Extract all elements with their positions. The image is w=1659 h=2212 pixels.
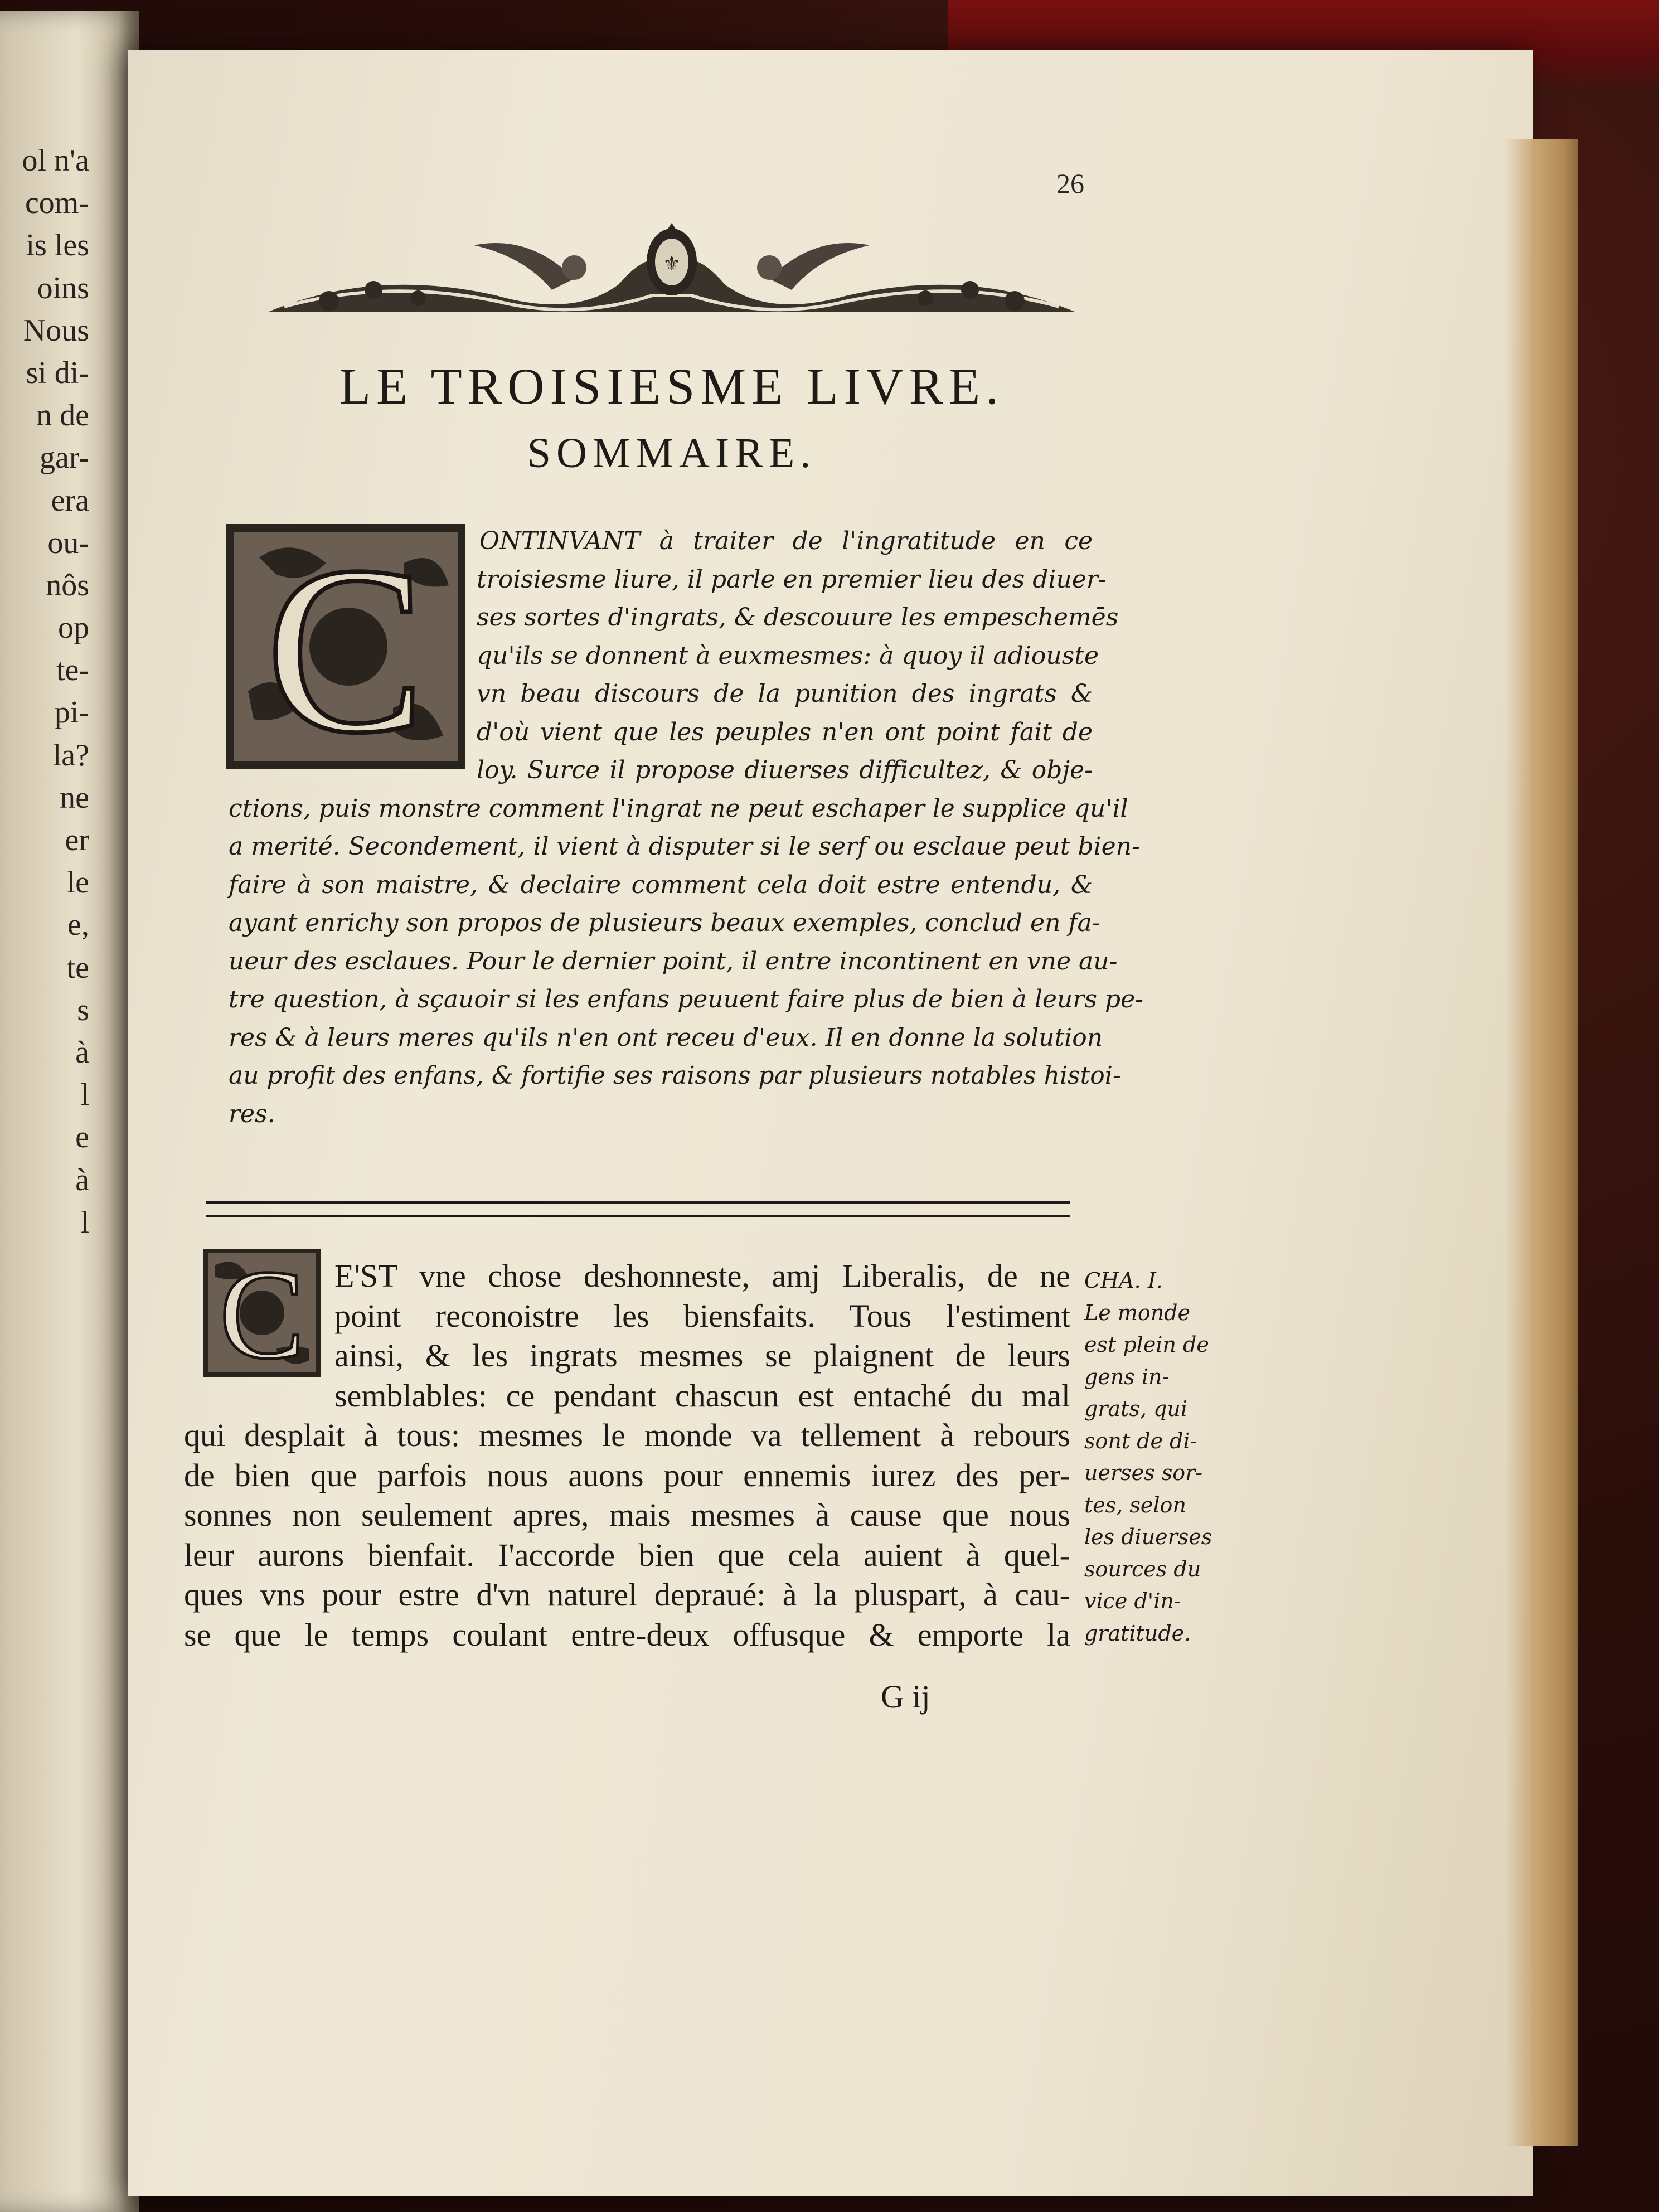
summary-line: a merité. Secondement, il vient à disputer si le serf ou esclaue peut bien- [229, 832, 1140, 861]
left-page-fragment: si di- [26, 355, 89, 390]
left-page-fragment: à [75, 1035, 89, 1070]
body-line: semblables: ce pendant chascun est entaché du mal [334, 1377, 1070, 1414]
book-title: LE TROISIESME LIVRE. [339, 358, 1005, 415]
body-line: E'ST vne chose deshonneste, amj Liberalis, de ne [334, 1258, 1070, 1294]
left-page-fragment: l [80, 1205, 89, 1240]
left-page-fragment: ne [60, 780, 89, 815]
margin-note-line: est plein de [1084, 1332, 1209, 1357]
left-page-fragment: op [58, 610, 89, 646]
page-number: 26 [1056, 168, 1084, 199]
margin-note-line: Le monde [1084, 1300, 1190, 1325]
summary-heading: SOMMAIRE. [527, 430, 817, 477]
margin-note-line: vice d'in- [1084, 1589, 1181, 1613]
summary-line: res. [229, 1099, 275, 1128]
margin-note-line: grats, qui [1084, 1396, 1188, 1421]
body-line: point reconoistre les biensfaits. Tous l'estiment [334, 1297, 1070, 1334]
summary-line: au profit des enfans, & fortifie ses raisons par plusieurs notables histoi- [229, 1061, 1121, 1090]
ornamental-headpiece [262, 201, 1081, 334]
margin-note-line: tes, selon [1084, 1492, 1186, 1517]
left-page-fragment: l [80, 1078, 89, 1113]
decorated-initial-c-body [203, 1249, 321, 1377]
body-line: ques vns pour estre d'vn naturel depraué: à la pluspart, à cau- [184, 1576, 1070, 1613]
margin-note-line: uerses sor- [1084, 1461, 1203, 1485]
margin-note-line: sources du [1084, 1556, 1201, 1582]
left-page-fragment: pi- [54, 695, 89, 730]
summary-line: res & à leurs meres qu'ils n'en ont receu d'eux. Il en donne la solution [229, 1023, 1103, 1052]
left-page [0, 11, 139, 2212]
left-page-fragment: te- [56, 653, 89, 688]
double-rule-bottom [206, 1215, 1070, 1217]
left-page-fragment: ol n'a [22, 143, 89, 178]
summary-line: vn beau discours de la punition des ingrats & [477, 680, 1093, 708]
margin-note-line: CHA. I. [1084, 1268, 1163, 1293]
left-page-fragment: oins [37, 270, 89, 305]
left-page-fragment: la? [52, 738, 89, 773]
body-line: qui desplait à tous: mesmes le monde va tellement à rebours [184, 1417, 1070, 1453]
svg-text:C: C [219, 1249, 305, 1377]
double-rule-top [206, 1201, 1070, 1204]
summary-line: ONTINVANT à traiter de l'ingratitude en ce [479, 527, 1093, 555]
left-page-fragment: le [66, 865, 89, 900]
summary-line: d'où vient que les peuples n'en ont point fait de [477, 717, 1093, 746]
left-page-fragment: n de [36, 398, 89, 433]
body-line: ainsi, & les ingrats mesmes se plaignent de leurs [334, 1337, 1070, 1374]
left-page-fragment: is les [26, 228, 89, 263]
svg-text:C: C [265, 524, 426, 769]
left-page-fragment: gar- [39, 440, 89, 476]
left-page-fragment: e [75, 1120, 89, 1155]
left-page-fragment: Nous [23, 313, 89, 348]
margin-note-line: gens in- [1084, 1364, 1170, 1389]
summary-line: qu'ils se donnent à euxmesmes: à quoy il adiouste [477, 641, 1099, 670]
summary-line: ayant enrichy son propos de plusieurs beaux exemples, conclud en fa- [229, 909, 1100, 937]
page-edge-stain [1505, 139, 1578, 2146]
margin-note-line: les diuerses [1084, 1525, 1212, 1549]
summary-line: loy. Surce il propose diuerses difficultez, & obje- [477, 756, 1093, 784]
left-page-fragment: nôs [46, 567, 89, 603]
left-page-fragment: s [77, 992, 89, 1027]
summary-line: ueur des esclaues. Pour le dernier point, il entre incontinent en vne au- [229, 947, 1118, 976]
left-page-fragment: e, [67, 908, 89, 943]
svg-text:⚜: ⚜ [662, 253, 681, 275]
left-page-fragment: te [66, 950, 89, 985]
left-page-fragment: à [75, 1162, 89, 1197]
body-line: de bien que parfois nous auons pour ennemis iurez des per- [184, 1457, 1070, 1493]
left-page-fragment: com- [25, 186, 89, 221]
body-line: leur aurons bienfait. I'accorde bien que cela auient à quel- [184, 1536, 1070, 1573]
decorated-initial-c [226, 524, 465, 769]
summary-line: troisiesme liure, il parle en premier lieu des diuer- [477, 565, 1107, 594]
summary-line: tre question, à sçauoir si les enfans peuuent faire plus de bien à leurs pe- [229, 985, 1143, 1013]
body-line: sonnes non seulement apres, mais mesmes à cause que nous [184, 1497, 1070, 1533]
left-page-fragment: ou- [47, 525, 89, 560]
left-page-fragment: er [65, 823, 89, 857]
left-page-text-fragments [0, 139, 139, 1244]
body-line: se que le temps coulant entre-deux offusque & emporte la [184, 1616, 1070, 1653]
summary-line: faire à son maistre, & declaire comment cela doit estre entendu, & [229, 870, 1093, 899]
margin-note-line: gratitude. [1084, 1621, 1191, 1646]
margin-note-line: sont de di- [1084, 1428, 1197, 1453]
summary-line: ses sortes d'ingrats, & descouure les empeschemēs [477, 603, 1119, 632]
summary-line: ctions, puis monstre comment l'ingrat ne peut eschaper le supplice qu'il [229, 794, 1128, 823]
left-page-fragment: era [51, 483, 89, 518]
signature-mark: G ij [881, 1679, 930, 1715]
